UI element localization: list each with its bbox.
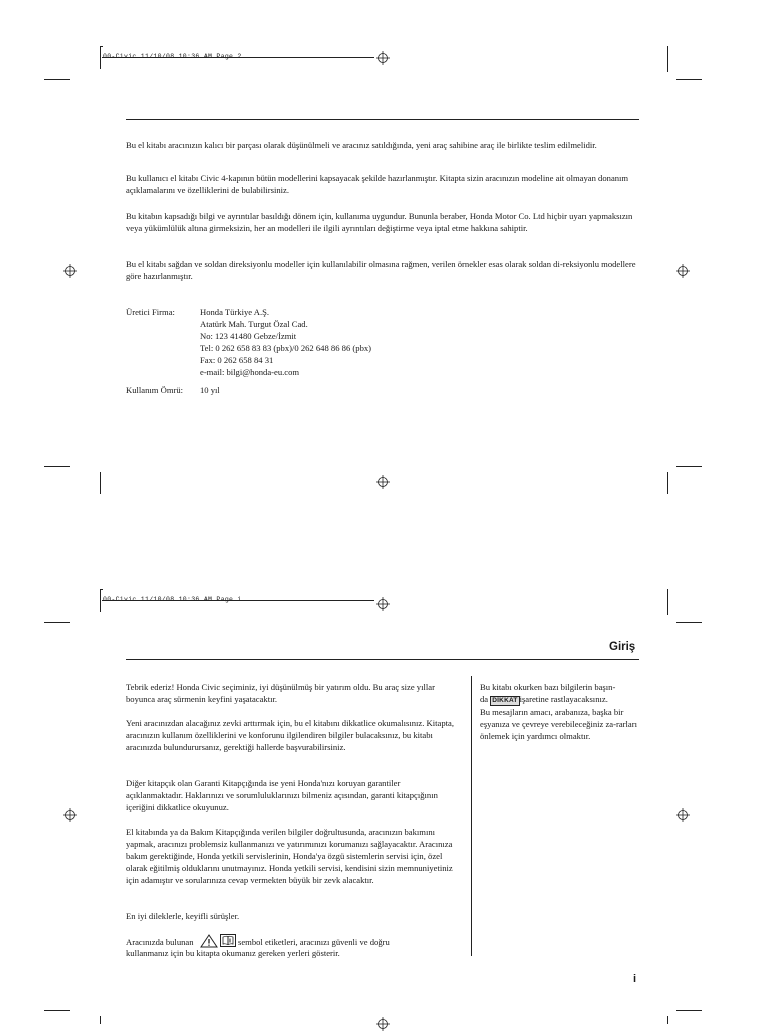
registration-mark-icon — [376, 475, 390, 489]
crop-mark — [667, 472, 668, 494]
manufacturer-line: No: 123 41480 Gebze/İzmit — [200, 331, 297, 341]
crop-mark — [44, 622, 70, 623]
lifetime-label: Kullanım Ömrü: — [126, 385, 184, 395]
registration-mark-icon — [376, 597, 390, 611]
crop-mark — [676, 79, 702, 80]
paragraph: En iyi dileklerle, keyifli sürüşler. — [126, 911, 240, 921]
crop-mark — [667, 589, 668, 615]
manufacturer-line: Honda Türkiye A.Ş. — [200, 307, 270, 317]
crop-mark — [44, 1010, 70, 1011]
registration-mark-icon — [63, 264, 77, 278]
symbol-text-post: sembol etiketleri, aracınızı güvenli ve doğru — [238, 937, 390, 947]
registration-mark-icon — [676, 264, 690, 278]
crop-mark — [676, 622, 702, 623]
side-note-line: Bu mesajların amacı, arabanıza, başka bir eşyanıza ve çevreye verebileceğiniz za-rarları önlemek için yardımcı olmaktır. — [480, 707, 637, 741]
lifetime-value: 10 yıl — [200, 385, 220, 395]
side-note — [480, 681, 640, 742]
symbol-line — [126, 934, 390, 948]
header-rule — [126, 659, 639, 660]
crop-mark — [100, 472, 101, 494]
paragraph: El kitabında ya da Bakım Kitapçığında verilen bilgiler doğrultusunda, aracınızın bakımını yapmak, aracınızı problemsiz kullanmanızı ve yatırımınızı korumanızı sağlayacaktır. Aracınıza bakım gerektiğinde, Honda yetkili servislerinin, Honda'ya özgü sistemlerin servisi için, özel olarak eğitilmiş olduklarını unutmayınız. Honda yetkili servisi, kendisini sizin memnuniyetiniz için adamıştır ve sorularınıza cevap vermekten büyük bir zevk alacaktır. — [126, 827, 453, 885]
paragraph: Tebrik ederiz! Honda Civic seçiminiz, iyi düşünülmüş bir yatırım oldu. Bu araç size yıllar boyunca araç sürmenin keyfini yaşatacaktır. — [126, 682, 435, 704]
crop-mark — [667, 1016, 668, 1024]
paragraph: Diğer kitapçık olan Garanti Kitapçığında ise yeni Honda'nızı koruyan garantiler açıklanmaktadır. Haklarınızı ve sorumluluklarınızı bilmeniz açısından, garanti kitapçığının içeriğini dikkatlice okuyunuz. — [126, 778, 438, 812]
manufacturer-line: Tel: 0 262 658 83 83 (pbx)/0 262 648 86 86 (pbx) — [200, 343, 372, 353]
crop-mark — [676, 466, 702, 467]
manufacturer-line: e-mail: bilgi@honda-eu.com — [200, 367, 300, 377]
registration-mark-icon — [676, 808, 690, 822]
manual-book-icon — [220, 934, 236, 947]
page-title: Giriş — [609, 641, 636, 653]
side-note-line: Bu kitabı okurken bazı bilgilerin başın- — [480, 682, 616, 692]
side-note-line: da DİKKAT işaretine rastlayacaksınız. — [480, 694, 608, 704]
paragraph: Yeni aracınızdan alacağınız zevki arttırmak için, bu el kitabını dikkatlice okumalısınız. Kitapta, aracınızın kullanım özelliklerini ve konforunu ilgilendiren bilgiler bulacaksınız, bu kitabı aracınızda bulundurursanız, gerektiği hallerde başvurabilirsiniz. — [126, 718, 454, 752]
paragraph: Bu el kitabı sağdan ve soldan direksiyonlu modeller için kullanılabilir olmasına rağmen, verilen örnekler esas olarak soldan di-reksiyonlu modellere göre hazırlanmıştır. — [126, 259, 636, 281]
manufacturer-line: Fax: 0 262 658 84 31 — [200, 355, 274, 365]
slug-rule — [102, 57, 374, 58]
manufacturer-label: Üretici Firma: — [126, 307, 175, 317]
symbol-text-pre: Aracınızda bulunan — [126, 937, 194, 947]
symbol-line-2: kullanmanız için bu kitapta okumanız gereken yerleri gösterir. — [126, 948, 340, 958]
paragraph: Bu el kitabı aracınızın kalıcı bir parçası olarak düşünülmeli ve aracınız satıldığında, yeni araç sahibine araç ile birlikte teslim edilmelidir. — [126, 140, 597, 150]
slug-rule — [102, 600, 374, 601]
dikkat-badge: DİKKAT — [492, 697, 518, 704]
page-number: i — [633, 973, 637, 985]
warning-triangle-icon — [200, 934, 218, 948]
registration-mark-icon — [376, 1017, 390, 1031]
crop-mark — [44, 466, 70, 467]
registration-mark-icon — [63, 808, 77, 822]
column-divider — [471, 676, 472, 956]
crop-mark — [44, 79, 70, 80]
crop-mark — [100, 1016, 101, 1024]
crop-mark — [676, 1010, 702, 1011]
registration-mark-icon — [376, 51, 390, 65]
header-rule — [126, 119, 639, 120]
crop-mark — [667, 46, 668, 72]
paragraph: Bu kullanıcı el kitabı Civic 4-kapının bütün modellerini kapsayacak şekilde hazırlanmıştır. Kitapta sizin aracınızın modeline ait olmayan donanım açıklamalarını ve özelliklerini de bulabilirsiniz. — [126, 173, 629, 195]
manufacturer-line: Atatürk Mah. Turgut Özal Cad. — [200, 319, 308, 329]
paragraph: Bu kitabın kapsadığı bilgi ve ayrıntılar basıldığı dönem için, kullanıma uygundur. Bununla beraber, Honda Motor Co. Ltd hiçbir uyarı yapmaksızın veya yükümlülük altına girmeksizin, her an modelleri ile ilgili ayrıntıları değiştirme veya iptal etme hakkına sahiptir. — [126, 211, 633, 233]
